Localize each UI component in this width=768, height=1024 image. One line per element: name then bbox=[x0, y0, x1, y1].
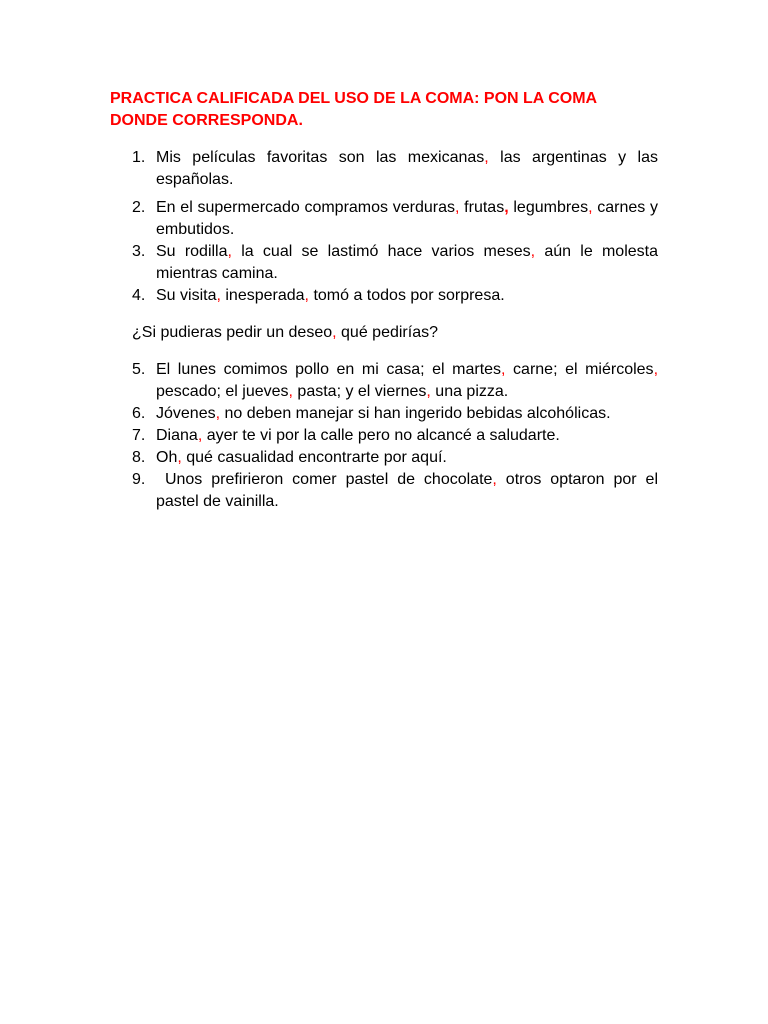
item-text: tomó a todos por sorpresa. bbox=[309, 287, 505, 304]
item-text: ayer te vi por la calle pero no alcancé a saludarte. bbox=[202, 427, 560, 444]
comma-mark: , bbox=[455, 199, 460, 216]
exercise-item-3 bbox=[110, 241, 658, 285]
item-number: 3. bbox=[132, 243, 146, 260]
exercise-item-7 bbox=[110, 425, 658, 447]
item-text: carne; el miércoles bbox=[505, 361, 654, 378]
document-page bbox=[110, 88, 658, 513]
exercise-item-5 bbox=[110, 359, 658, 403]
item-number: 8. bbox=[132, 449, 146, 466]
exercise-list-a bbox=[110, 147, 658, 307]
exercise-item-6 bbox=[110, 403, 658, 425]
exercise-item-2 bbox=[110, 197, 658, 241]
comma-mark: , bbox=[332, 324, 337, 341]
item-text: Jóvenes bbox=[156, 405, 216, 422]
exercise-list-b bbox=[110, 359, 658, 513]
exercise-item-1 bbox=[110, 147, 658, 191]
comma-mark: , bbox=[215, 405, 221, 422]
item-text: las argentinas y las españolas. bbox=[156, 149, 659, 188]
comma-mark: , bbox=[227, 243, 232, 260]
exercise-item-9 bbox=[110, 469, 658, 513]
comma-mark: , bbox=[426, 383, 431, 400]
comma-mark: , bbox=[492, 471, 497, 488]
comma-mark: , bbox=[304, 287, 309, 304]
question-text: qué pedirías? bbox=[336, 324, 438, 341]
comma-mark: , bbox=[288, 383, 293, 400]
item-text: Mis películas favoritas son las mexicanas bbox=[156, 149, 485, 166]
comma-mark: , bbox=[653, 361, 659, 378]
item-text: qué casualidad encontrarte por aquí. bbox=[181, 449, 447, 466]
comma-mark: , bbox=[216, 287, 221, 304]
comma-mark: , bbox=[177, 449, 182, 466]
item-text: pescado; el jueves bbox=[156, 383, 289, 400]
item-number: 6. bbox=[132, 405, 146, 422]
page-title: PRACTICA CALIFICADA DEL USO DE LA COMA: PON LA COMA DONDE CORRESPONDA. bbox=[110, 90, 597, 129]
item-text: inesperada bbox=[220, 287, 305, 304]
item-number: 9. bbox=[132, 471, 146, 488]
comma-mark: , bbox=[588, 199, 593, 216]
item-text: El lunes comimos pollo en mi casa; el martes bbox=[156, 361, 502, 378]
item-text: Diana bbox=[156, 427, 198, 444]
item-text: En el supermercado compramos verduras bbox=[156, 199, 455, 216]
question-line bbox=[132, 322, 658, 344]
exercise-item-4 bbox=[110, 285, 658, 307]
question-text: ¿Si pudieras pedir un deseo bbox=[132, 324, 333, 341]
comma-mark: , bbox=[197, 427, 203, 444]
item-number: 2. bbox=[132, 199, 146, 216]
item-text: Unos prefirieron comer pastel de chocolate bbox=[156, 471, 493, 488]
item-text: pasta; y el viernes bbox=[292, 383, 427, 400]
exercise-item-8 bbox=[110, 447, 658, 469]
item-text: aún le molesta mientras camina. bbox=[156, 243, 659, 282]
item-text: Su rodilla bbox=[156, 243, 228, 260]
comma-mark: , bbox=[504, 199, 509, 216]
item-text: carnes y embutidos. bbox=[156, 199, 658, 238]
item-number: 7. bbox=[132, 427, 146, 444]
item-number: 5. bbox=[132, 361, 146, 378]
comma-mark: , bbox=[501, 361, 506, 378]
item-text: la cual se lastimó hace varios meses bbox=[231, 243, 531, 260]
item-number: 1. bbox=[132, 149, 146, 166]
item-text: Su visita bbox=[156, 287, 217, 304]
item-text: no deben manejar si han ingerido bebidas alcohólicas. bbox=[220, 405, 611, 422]
comma-mark: , bbox=[530, 243, 536, 260]
item-number: 4. bbox=[132, 287, 146, 304]
item-text: legumbres bbox=[508, 199, 589, 216]
item-text: Oh bbox=[156, 449, 178, 466]
item-text: una pizza. bbox=[430, 383, 509, 400]
item-text: frutas bbox=[459, 199, 505, 216]
item-text: otros optaron por el pastel de vainilla. bbox=[156, 471, 658, 510]
comma-mark: , bbox=[484, 149, 489, 166]
